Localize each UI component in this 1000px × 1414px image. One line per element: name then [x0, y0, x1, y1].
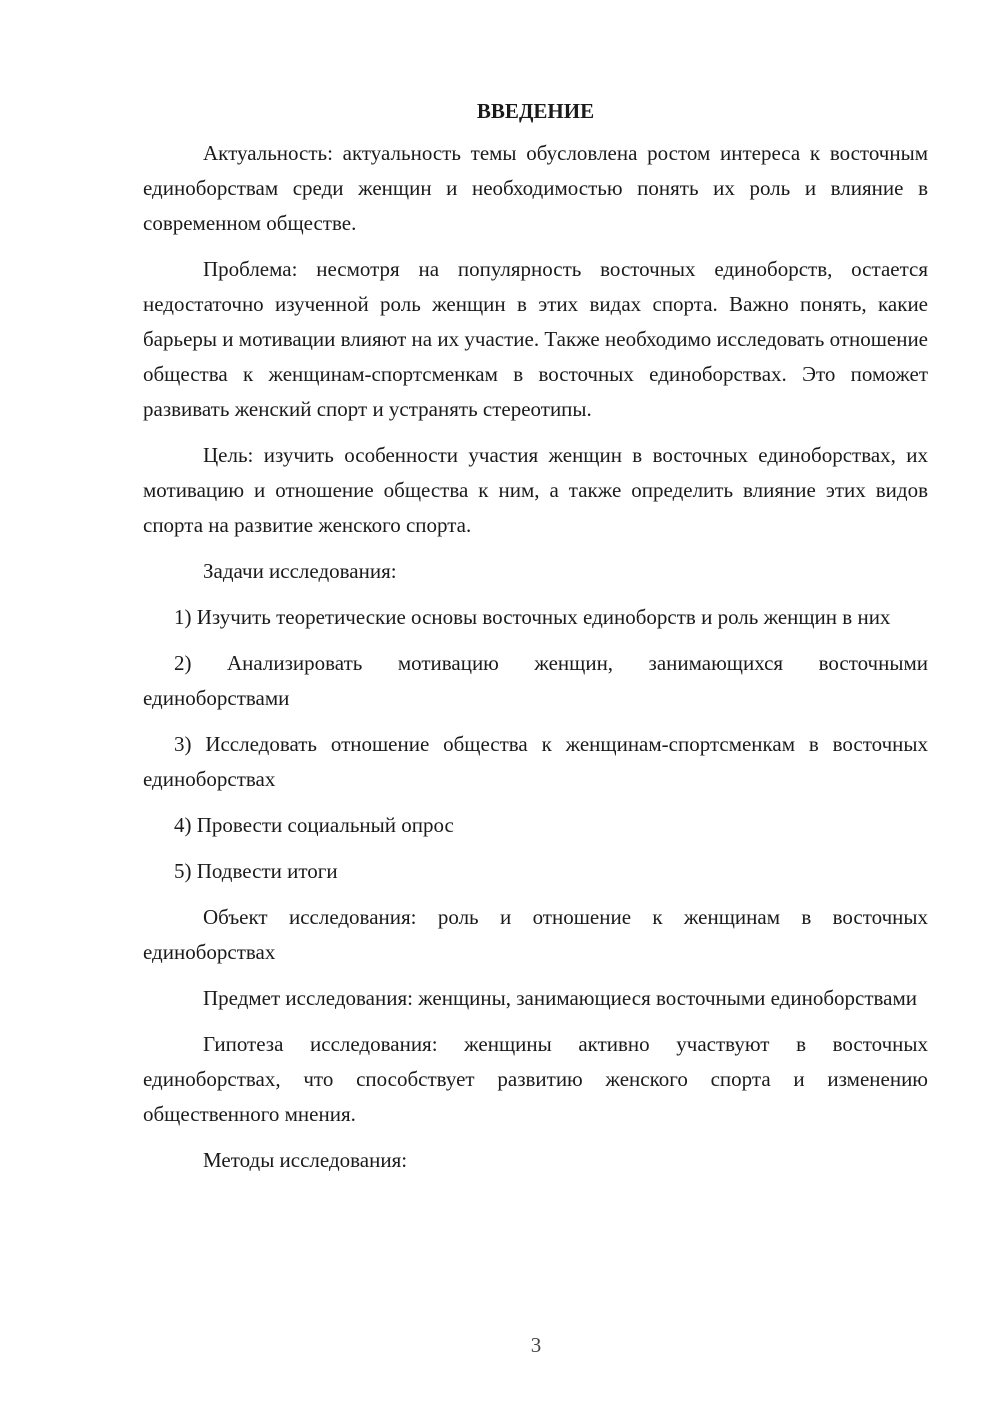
- task-item-3: 3) Исследовать отношение общества к женщинам-спортсменкам в восточных единоборствах: [143, 732, 928, 791]
- relevance-paragraph: Актуальность: актуальность темы обусловлена ростом интереса к восточным единоборствам среди женщин и необходимостью понять их роль и влияние в современном обществе.: [143, 141, 928, 235]
- subject-paragraph: Предмет исследования: женщины, занимающиеся восточными единоборствами: [203, 986, 918, 1010]
- tasks-title: Задачи исследования:: [203, 559, 397, 583]
- task-item-4: 4) Провести социальный опрос: [174, 813, 454, 837]
- hypothesis-paragraph: Гипотеза исследования: женщины активно участвуют в восточных единоборствах, что способствует развитию женского спорта и изменению общественного мнения.: [143, 1032, 928, 1126]
- page-number: 3: [530, 1333, 542, 1357]
- page-heading: ВВЕДЕНИЕ: [476, 99, 595, 123]
- task-item-5: 5) Подвести итоги: [174, 859, 338, 883]
- document-page: [143, 96, 928, 1189]
- task-item-1: 1) Изучить теоретические основы восточных единоборств и роль женщин в них: [174, 605, 891, 629]
- problem-paragraph: Проблема: несмотря на популярность восточных единоборств, остается недостаточно изученной роль женщин в этих видах спорта. Важно понять, какие барьеры и мотивации влияют на их участие. Также необходимо исследовать отношение общества к женщинам-спортсменкам в восточных единоборствах. Это поможет развивать женский спорт и устранять стереотипы.: [143, 257, 928, 421]
- goal-paragraph: Цель: изучить особенности участия женщин в восточных единоборствах, их мотивацию и отношение общества к ним, а также определить влияние этих видов спорта на развитие женского спорта.: [143, 443, 928, 537]
- methods-title: Методы исследования:: [203, 1148, 408, 1172]
- object-paragraph: Объект исследования: роль и отношение к женщинам в восточных единоборствах: [143, 905, 928, 964]
- task-item-2: 2) Анализировать мотивацию женщин, занимающихся восточными единоборствами: [143, 651, 928, 710]
